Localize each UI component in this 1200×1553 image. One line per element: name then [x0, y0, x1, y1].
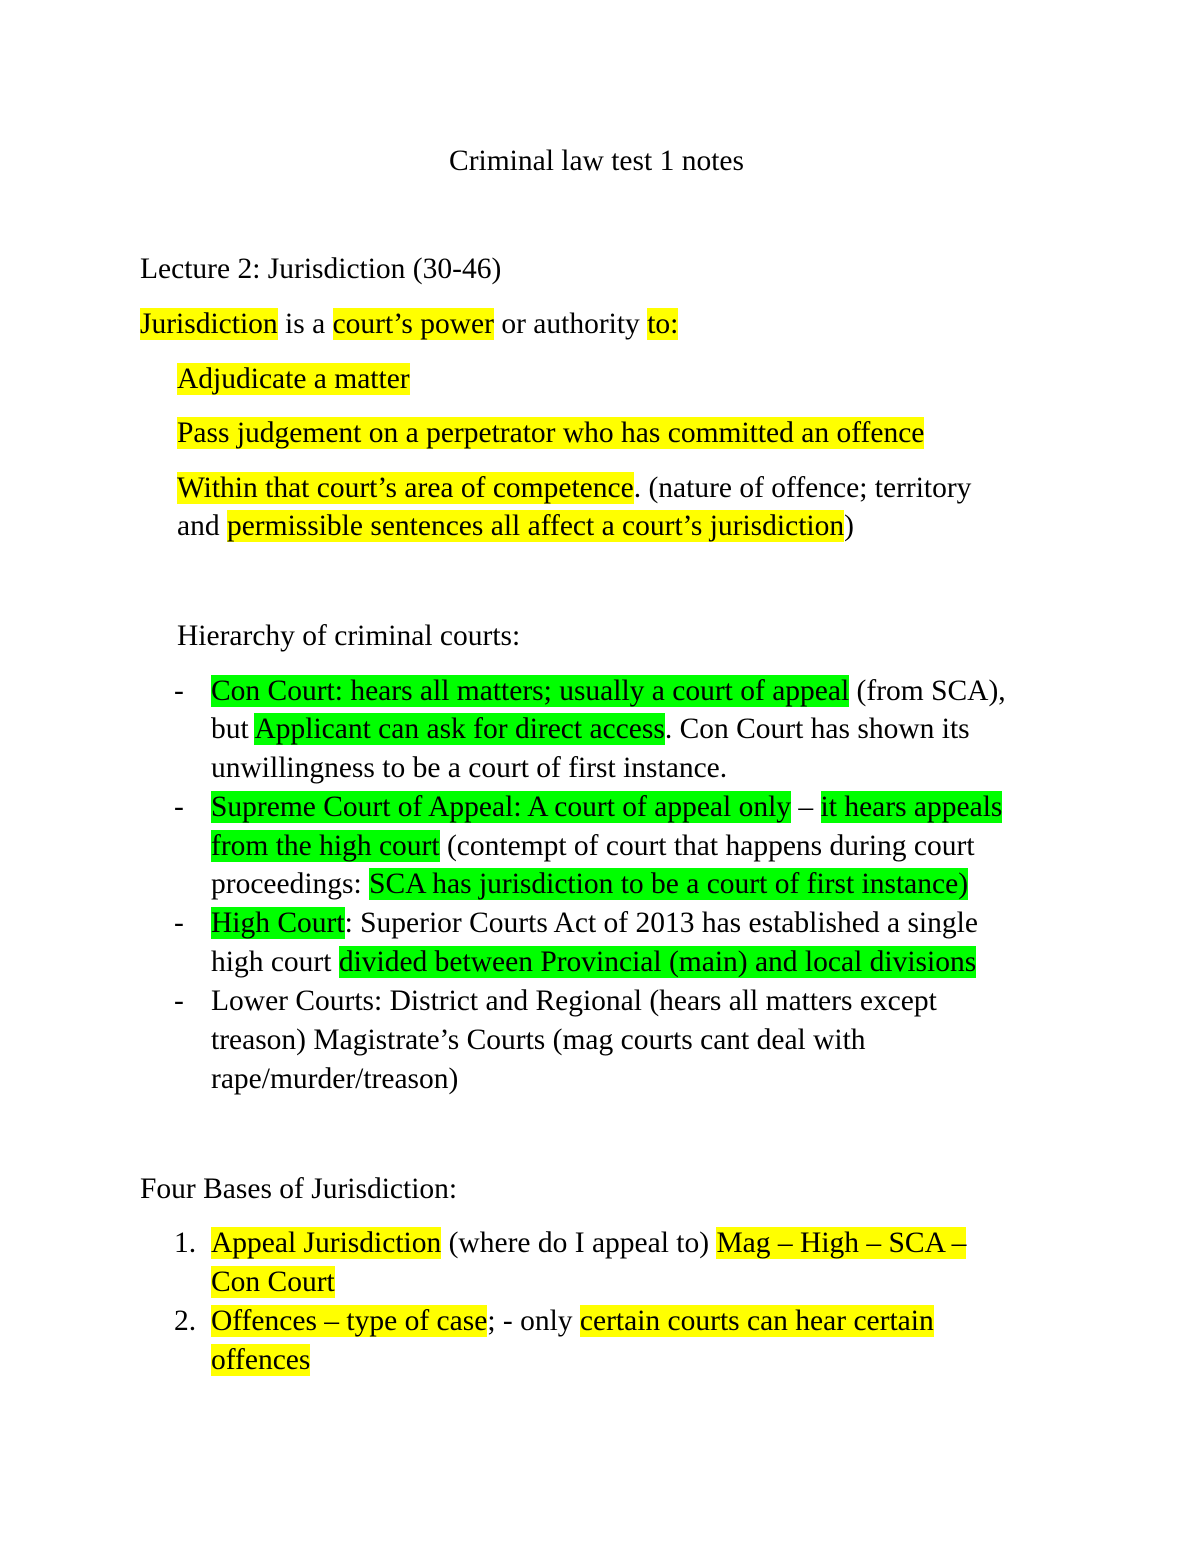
definition-item-adjudicate: Adjudicate a matter	[177, 363, 410, 395]
hierarchy-item-con-court-l3: unwillingness to be a court of first instance.	[211, 752, 728, 784]
hierarchy-item-sca: Supreme Court of Appeal: A court of appeal only – it hears appeals	[211, 791, 1003, 823]
definition-term: Jurisdiction	[140, 308, 278, 340]
definition-line: Jurisdiction is a court’s power or authority to:	[140, 308, 679, 340]
hierarchy-item-lower-courts: Lower Courts: District and Regional (hears all matters except	[211, 985, 937, 1017]
bullet-dash: -	[174, 675, 184, 707]
list-number: 1.	[174, 1227, 197, 1259]
hierarchy-item-high-court-l2: high court divided between Provincial (main) and local divisions	[211, 946, 977, 978]
definition-item-competence-cont: and permissible sentences all affect a court’s jurisdiction)	[177, 510, 854, 542]
bases-item-offences-l2: offences	[211, 1344, 311, 1376]
hierarchy-item-sca-l2: from the high court (contempt of court that happens during court	[211, 830, 975, 862]
hierarchy-item-lower-courts-l2: treason) Magistrate’s Courts (mag courts cant deal with	[211, 1024, 866, 1056]
bullet-dash: -	[174, 791, 184, 823]
hierarchy-item-lower-courts-l3: rape/murder/treason)	[211, 1063, 459, 1095]
hierarchy-heading: Hierarchy of criminal courts:	[177, 620, 521, 652]
page-title: Criminal law test 1 notes	[449, 145, 744, 177]
bases-item-appeal: Appeal Jurisdiction (where do I appeal to) Mag – High – SCA –	[211, 1227, 967, 1259]
definition-item-pass-judgement: Pass judgement on a perpetrator who has committed an offence	[177, 417, 925, 449]
bases-heading: Four Bases of Jurisdiction:	[140, 1173, 458, 1205]
bases-item-offences: Offences – type of case; - only certain courts can hear certain	[211, 1305, 934, 1337]
hierarchy-item-high-court: High Court: Superior Courts Act of 2013 has established a single	[211, 907, 978, 939]
hierarchy-item-sca-l3: proceedings: SCA has jurisdiction to be a court of first instance)	[211, 868, 969, 900]
hierarchy-item-con-court-l2: but Applicant can ask for direct access. Con Court has shown its	[211, 713, 970, 745]
lecture-heading: Lecture 2: Jurisdiction (30-46)	[140, 253, 502, 285]
definition-item-competence: Within that court’s area of competence. (nature of offence; territory	[177, 472, 972, 504]
bases-item-appeal-l2: Con Court	[211, 1266, 335, 1298]
bullet-dash: -	[174, 985, 184, 1017]
hierarchy-item-con-court: Con Court: hears all matters; usually a court of appeal (from SCA),	[211, 675, 1006, 707]
bullet-dash: -	[174, 907, 184, 939]
list-number: 2.	[174, 1305, 197, 1337]
